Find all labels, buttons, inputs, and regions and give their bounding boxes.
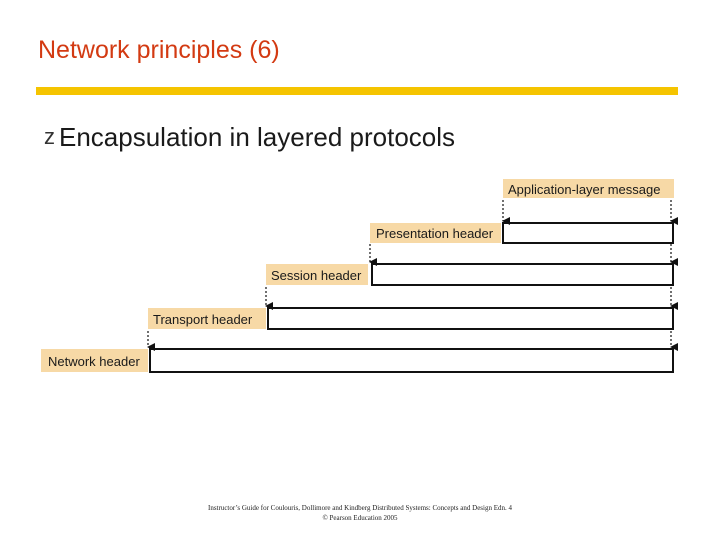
bullet-text: Encapsulation in layered protocols	[59, 121, 456, 152]
session-payload	[372, 264, 673, 285]
network-payload	[150, 349, 673, 372]
footer	[0, 503, 720, 523]
bullet-marker-icon: z	[44, 124, 55, 149]
slide-title: Network principles (6)	[38, 36, 280, 64]
transport-payload	[268, 308, 673, 329]
layer-network	[41, 349, 673, 372]
footer-credit: Instructor’s Guide for Coulouris, Dollimore and Kindberg Distributed Systems: Concepts and Design Edn. 4	[207, 504, 512, 512]
layer-presentation	[370, 223, 673, 243]
layer-transport	[148, 308, 673, 329]
layer-application	[503, 179, 674, 198]
presentation-label: Presentation header	[376, 226, 494, 241]
layer-session	[266, 264, 673, 285]
presentation-payload	[503, 223, 673, 243]
network-label: Network header	[48, 354, 140, 369]
transport-label: Transport header	[153, 312, 253, 327]
footer-copyright: © Pearson Education 2005	[322, 514, 398, 522]
session-label: Session header	[271, 268, 362, 283]
application-label: Application-layer message	[508, 182, 661, 197]
